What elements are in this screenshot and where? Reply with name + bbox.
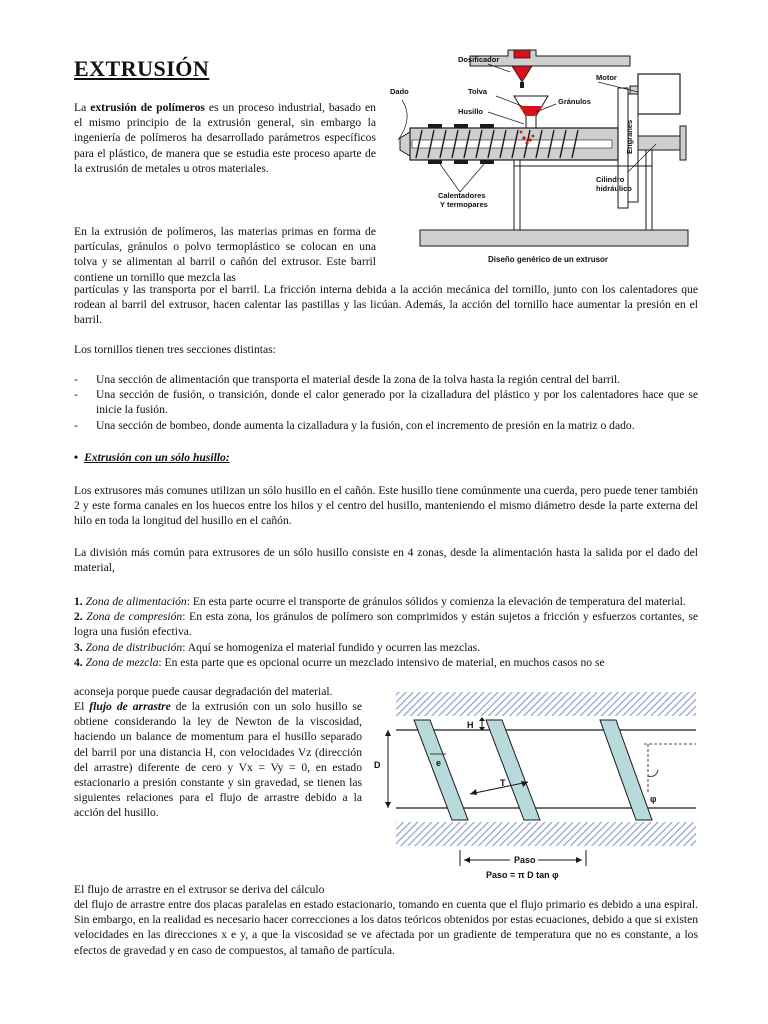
label-paso: Paso: [514, 855, 536, 865]
intro-bold-term: extrusión de polímeros: [90, 101, 205, 114]
drag-flow-term: flujo de arrastre: [89, 700, 171, 713]
bullet-icon: •: [74, 451, 79, 464]
subheading: • Extrusión con un sólo husillo:: [74, 451, 230, 464]
zone-item: 2. Zona de compresión: En esta zona, los gránulos de polímero son comprimidos y están sujetos a fricción y esfuerzos cortantes, se logra una fusión efectiva.: [74, 610, 698, 639]
flight-3: [600, 720, 652, 820]
barrel-top-wall: [396, 692, 696, 716]
label-calentadores-2: Y termopares: [440, 200, 488, 209]
zone-item: 3. Zona de distribución: Aquí se homogeniza el material fundido y ocurren las mezclas.: [74, 640, 481, 654]
label-granulos: Gránulos: [558, 97, 591, 106]
label-motor: Motor: [596, 73, 617, 82]
flight-2: [486, 720, 540, 820]
page-title: EXTRUSIÓN: [74, 56, 210, 81]
label-T: T: [500, 778, 506, 788]
flight-1: [414, 720, 468, 820]
list-item: - Una sección de bombeo, donde aumenta la cizalladura y la fusión, con el incremento de presión en la matriz o dado.: [74, 418, 635, 432]
label-cilindro-2: hidráulico: [596, 184, 632, 193]
label-dosificador: Dosificador: [458, 55, 500, 64]
zone-item: 4. Zona de mezcla: En esta parte que es opcional ocurre un mezclado intensivo de material, en muchos casos no se: [74, 655, 605, 669]
sections-intro: Los tornillos tienen tres secciones distintas:: [74, 343, 276, 356]
zones-list: [74, 594, 698, 670]
list-item: - Una sección de alimentación que transporta el material desde la zona de la tolva hasta la región central del barril.: [74, 373, 621, 386]
label-dado: Dado: [390, 87, 409, 96]
zone-item: 1. Zona de alimentación: En esta parte ocurre el transporte de gránulos sólidos y comienza la elevación de temperatura del material.: [74, 595, 686, 608]
label-e: e: [436, 758, 442, 768]
final-paragraph-bottom: del flujo de arrastre entre dos placas paralelas en estado estacionario, tomando en cuenta que el flujo primario es debido a una espiral. Sin embargo, en la realidad es necesario hacer correcciones a los datos teóricos obtenidos por estas ecuaciones, debido a que si existen velocidades en las direcciones x e y, a que la viscosidad se ve afectada por un gradiente de temperatura que no es constante, a los efectos de gravedad y en caso de compuestos, al tamaño de partícula.: [74, 898, 699, 957]
barrel-bottom-wall: [396, 822, 696, 846]
label-husillo: Husillo: [458, 107, 484, 116]
extruder-diagram: [388, 44, 700, 272]
paso-formula: Paso = π D tan φ: [486, 870, 559, 880]
label-tolva: Tolva: [468, 87, 488, 96]
sections-list: [74, 372, 698, 433]
materials-paragraph-bottom: partículas y las transporta por el barril. La fricción interna debida a la acción mecánica del tornillo, junto con los calentadores que rodean al barril del extrusor, hacen calentar las pastillas y las licúan. Además, la acción del tornillo hace aumentar la presión en el barril.: [74, 283, 698, 327]
single-screw-paragraph-1: Los extrusores más comunes utilizan un sólo husillo en el cañón. Este husillo tiene comúnmente una cuerda, pero puede tener también 2 y este forma canales en los huecos entre los hilos y el centro del husillo, manteniendo el mismo diámetro desde la parte externa del hilo en toda la longitud del husillo en el cañón.: [74, 484, 698, 528]
label-D: D: [374, 760, 381, 770]
intro-paragraph: La extrusión de polímeros es un proceso industrial, basado en el mismo principio de la extrusión general, sin embargo la ingeniería de polímeros ha desarrollado parámetros específicos para el plástico, de manera que se estudia este proceso aparte de la extrusión de metales u otros materiales.: [74, 101, 376, 175]
label-cilindro-1: Cilindro: [596, 175, 625, 184]
list-item: - Una sección de fusión, o transición, donde el calor generado por la cizalladura del plástico y por los calentadores hace que se inicie la fusión.: [74, 388, 698, 417]
label-engranes: Engranes: [625, 119, 634, 154]
motor-shape: [638, 74, 680, 114]
label-H: H: [467, 720, 474, 730]
drag-flow-paragraph: El flujo de arrastre de la extrusión con un solo husillo se obtiene considerando la ley de Newton de la viscosidad, haciendo un balance de momentum para el husillo separado del barril por una distancia H, con velocidades Vz (dirección del arrastre) diferente de cero y Vx = Vy = 0, en estado estacionario a presión constante y sin gravedad, se tienen las siguientes relaciones para el flujo de arrastre debido a la acción del husillo.: [74, 700, 363, 820]
final-paragraph-top: El flujo de arrastre en el extrusor se deriva del cálculo: [74, 883, 325, 896]
zone4-continuation: aconseja porque puede causar degradación del material.: [74, 685, 333, 698]
label-calentadores-1: Calentadores: [438, 191, 486, 200]
figure-caption: Diseño genérico de un extrusor: [488, 255, 609, 264]
label-phi: φ: [650, 794, 657, 804]
single-screw-paragraph-2: La división más común para extrusores de un sólo husillo consiste en 4 zonas, desde la alimentación hasta la salida por el dado del material,: [74, 546, 698, 575]
cilindro-shape: [638, 136, 680, 150]
screw-geometry-diagram: [372, 690, 698, 886]
materials-paragraph-top: En la extrusión de polímeros, las materias primas en forma de partículas, gránulos o polvo termoplástico se colocan en una tolva y se alimentan al barril o cañón del extrusor. Este barril contiene un tornillo que mezcla las: [74, 225, 376, 284]
base-shape: [420, 230, 688, 246]
